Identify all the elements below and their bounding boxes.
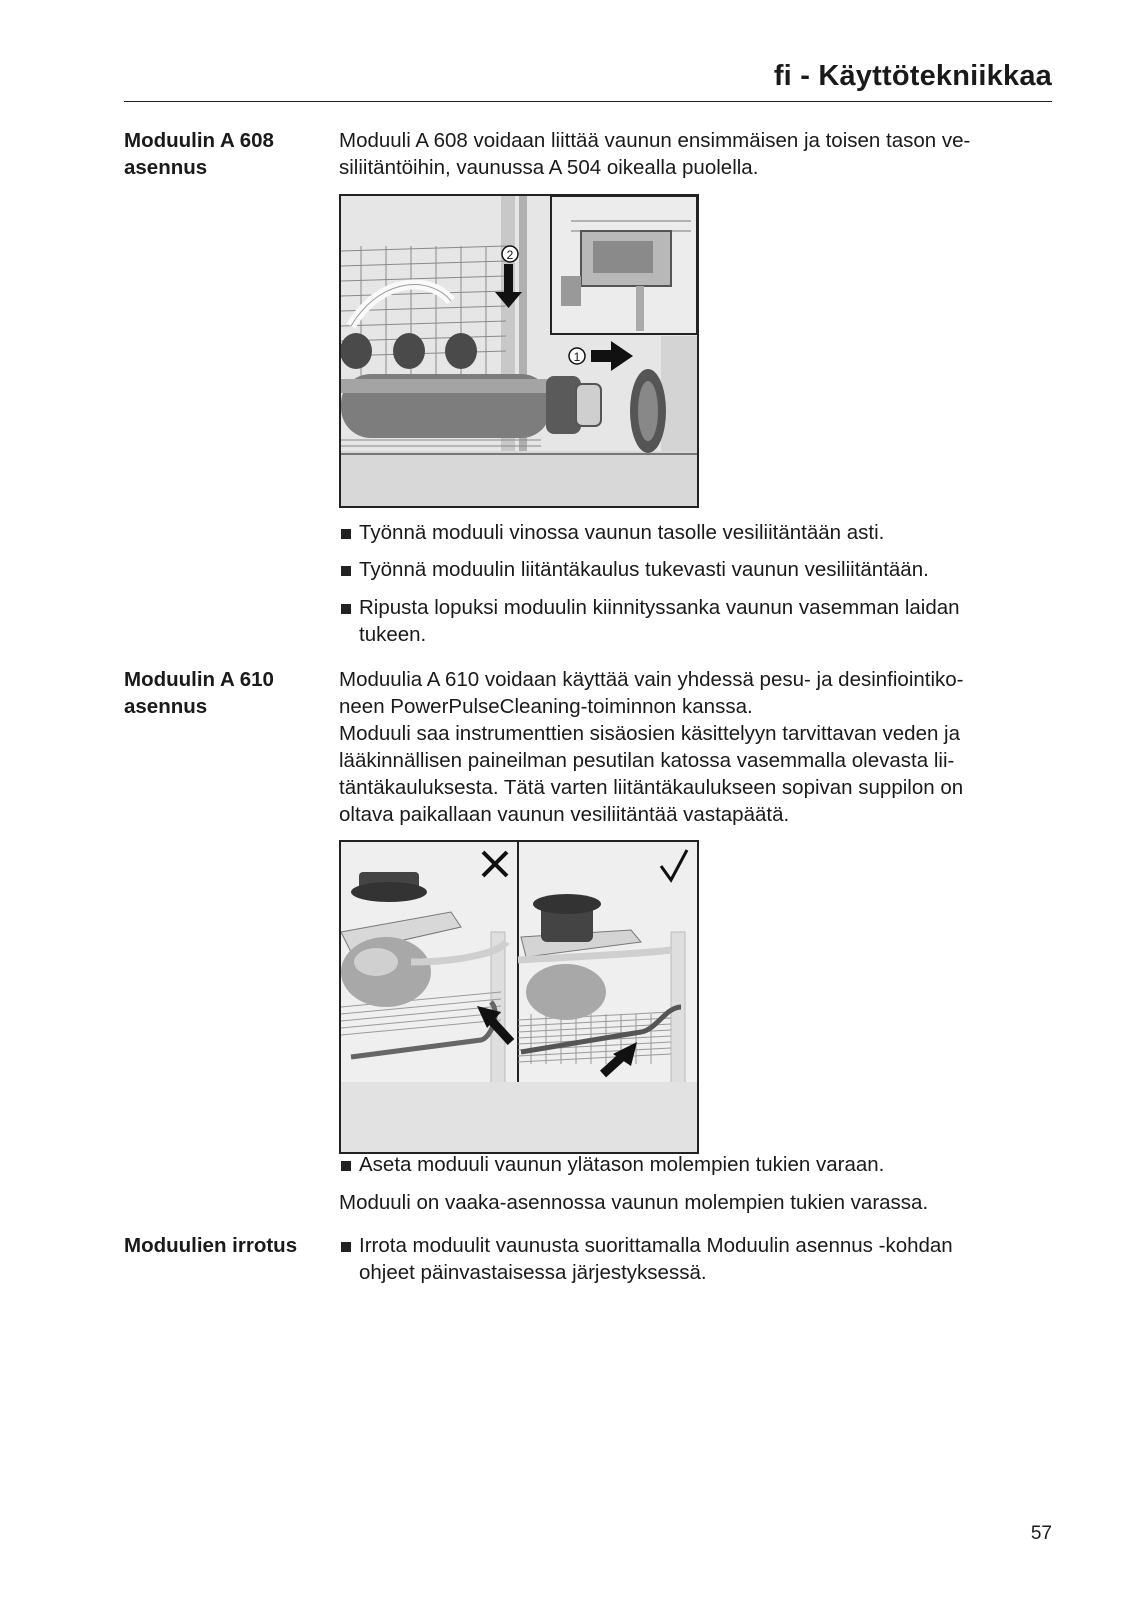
bullet-text: Irrota moduulit vaunusta suorittamalla Moduulin asennus -kohdan — [359, 1234, 953, 1257]
paragraph-line: oltava paikallaan vaunun vesiliitäntää vastapäätä. — [339, 803, 790, 826]
heading-line: asennus — [124, 695, 208, 718]
list-item — [339, 556, 1059, 583]
heading-line: Moduulin A 610 — [124, 668, 274, 691]
bullet-square-icon — [341, 1242, 351, 1252]
bullet-text: ohjeet päinvastaisessa järjestyksessä. — [359, 1261, 707, 1284]
section-intro-a608 — [339, 127, 1059, 181]
header-divider — [124, 101, 1052, 102]
paragraph-line: täntäkauluksesta. Tätä varten liitäntäkaulukseen sopivan suppilon on — [339, 776, 964, 799]
paragraph-line: lääkinnällisen paineilman pesutilan katossa vasemmalla olevasta lii- — [339, 749, 955, 772]
bullet-square-icon — [341, 529, 351, 539]
bullet-text: tukeen. — [359, 623, 427, 646]
list-item — [339, 594, 1059, 648]
bullet-text: Ripusta lopuksi moduulin kiinnityssanka vaunun vasemman laidan — [359, 596, 960, 619]
bullet-text: Työnnä moduuli vinossa vaunun tasolle vesiliitäntään asti. — [359, 521, 885, 544]
list-item — [339, 1232, 1059, 1286]
bullet-square-icon — [341, 604, 351, 614]
section-heading-a610 — [124, 666, 324, 720]
section-body-a610 — [339, 666, 1059, 828]
paragraph-line: Moduuli saa instrumenttien sisäosien käsittelyyn tarvittavan veden ja — [339, 722, 961, 745]
list-item — [339, 1151, 1059, 1178]
paragraph-line: siliitäntöihin, vaunussa A 504 oikealla puolella. — [339, 156, 759, 179]
page-number: 57 — [1030, 1523, 1052, 1544]
illustration-a608 — [341, 196, 697, 506]
section-heading-removal: Moduulien irrotus — [124, 1234, 298, 1257]
step-label-2: 2 — [506, 248, 514, 262]
section-heading-a608 — [124, 127, 324, 181]
bullet-square-icon — [341, 566, 351, 576]
paragraph-line: neen PowerPulseCleaning-toiminnon kanssa. — [339, 695, 753, 718]
heading-line: Moduulin A 608 — [124, 129, 274, 152]
page-header-title: fi - Käyttötekniikkaa — [773, 60, 1052, 92]
step-label-1: 1 — [573, 350, 581, 364]
paragraph-line: Moduuli on vaaka-asennossa vaunun molempien tukien varassa. — [339, 1191, 929, 1214]
illustration-a610 — [341, 842, 697, 1152]
paragraph-line: Moduuli A 608 voidaan liittää vaunun ensimmäisen ja toisen tason ve- — [339, 129, 971, 152]
list-item — [339, 519, 1059, 546]
bullet-text: Aseta moduuli vaunun ylätason molempien tukien varaan. — [359, 1153, 885, 1176]
bullet-square-icon — [341, 1161, 351, 1171]
heading-line: asennus — [124, 156, 208, 179]
bullet-text: Työnnä moduulin liitäntäkaulus tukevasti vaunun vesiliitäntään. — [359, 558, 929, 581]
figure-a608-installation — [339, 194, 699, 508]
result-text — [339, 1189, 1059, 1216]
paragraph-line: Moduulia A 610 voidaan käyttää vain yhdessä pesu- ja desinfiointiko- — [339, 668, 964, 691]
figure-a610-wrong-right — [339, 840, 699, 1154]
